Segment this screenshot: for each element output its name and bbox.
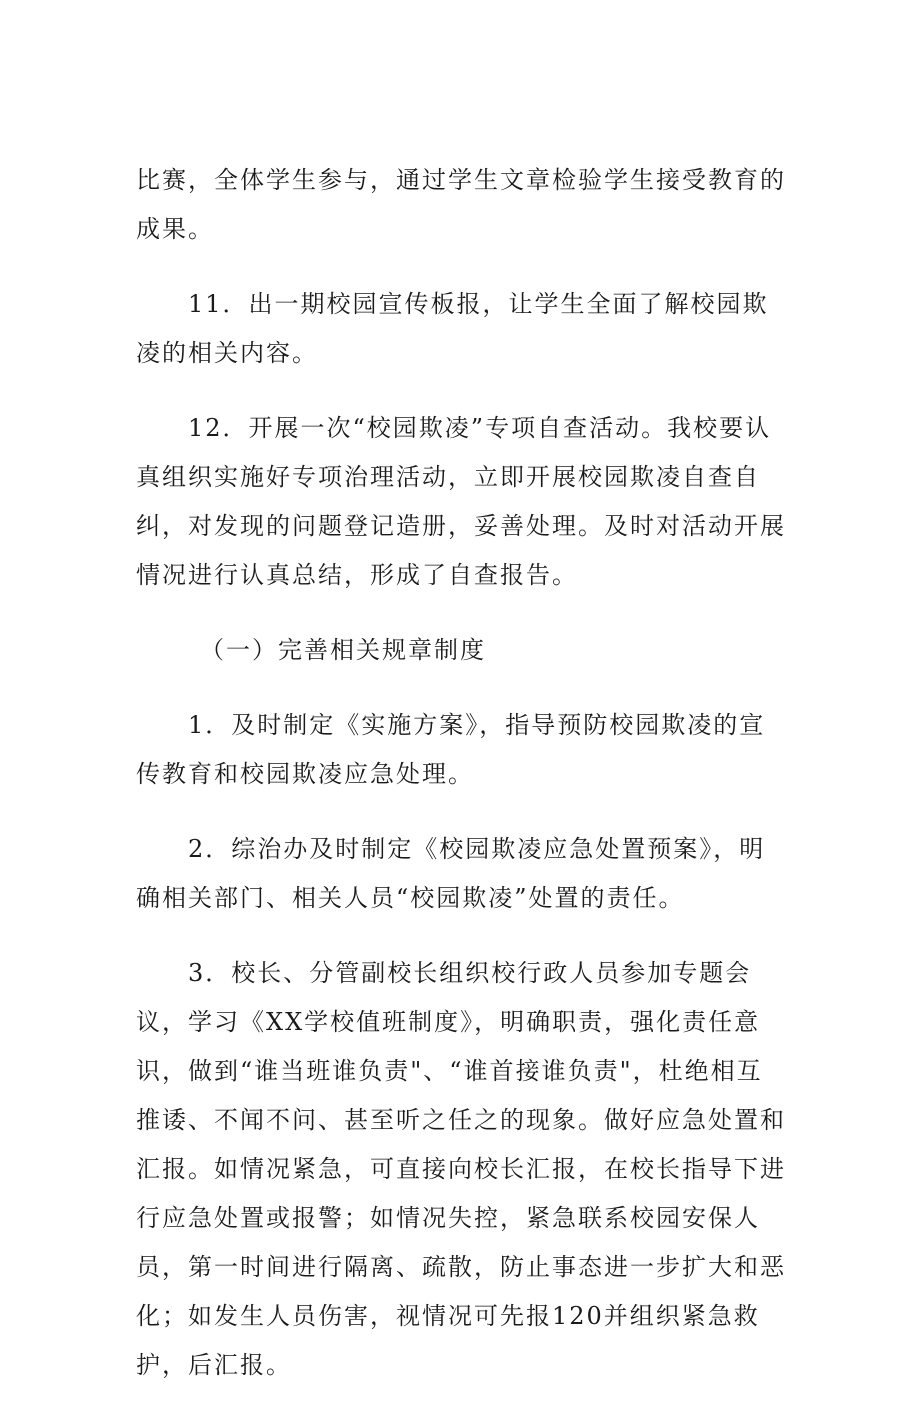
paragraph-continuation: 比赛，全体学生参与，通过学生文章检验学生接受教育的成果。: [136, 166, 786, 243]
document-body: [136, 156, 786, 1416]
paragraph-item-11: 11．出一期校园宣传板报，让学生全面了解校园欺凌的相关内容。: [136, 290, 769, 367]
section-heading: （一）完善相关规章制度: [200, 636, 486, 664]
paragraph-item-1: 1．及时制定《实施方案》，指导预防校园欺凌的宣传教育和校园欺凌应急处理。: [136, 711, 766, 788]
paragraph-item-3: 3．校长、分管副校长组织校行政人员参加专题会议，学习《XX学校值班制度》，明确职责，强化责任意识，做到“谁当班谁负责"、“谁首接谁负责"，杜绝相互推诿、不闻不问、甚至听之任之的现象。做好应急处置和汇报。如情况紧急，可直接向校长汇报，在校长指导下进行应急处置或报警；如情况失控，紧急联系校园安保人员，第一时间进行隔离、疏散，防止事态进一步扩大和恶化；如发生人员伤害，视情况可先报120并组织紧急救护，后汇报。: [136, 959, 786, 1379]
paragraph-item-2: 2．综治办及时制定《校园欺凌应急处置预案》，明确相关部门、相关人员“校园欺凌”处置的责任。: [136, 835, 766, 912]
paragraph-item-12: 12．开展一次“校园欺凌”专项自查活动。我校要认真组织实施好专项治理活动，立即开展校园欺凌自查自纠，对发现的问题登记造册，妥善处理。及时对活动开展情况进行认真总结，形成了自查报告。: [136, 414, 786, 589]
